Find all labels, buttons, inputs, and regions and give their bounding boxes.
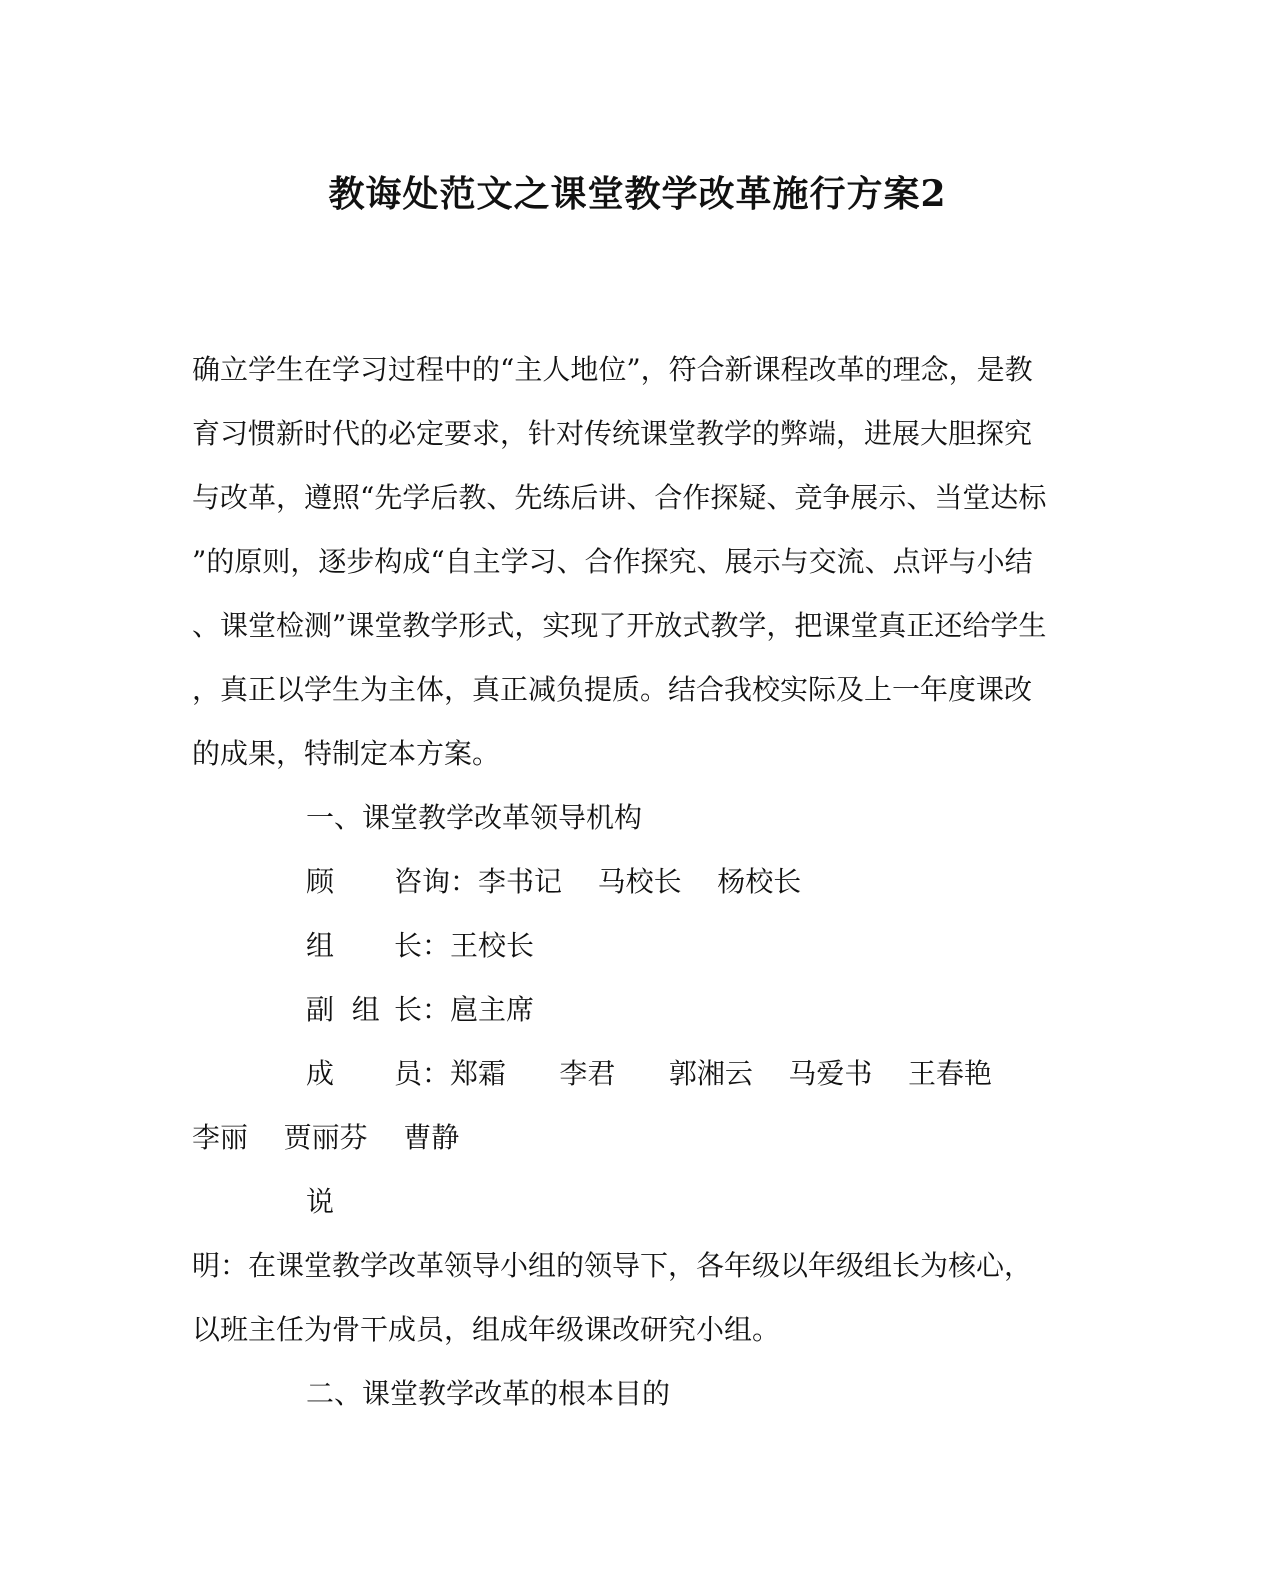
- deputy-row: [306, 990, 534, 1030]
- member-names: 郑霜 李君 郭湘云 马爱书 王春艳: [450, 1057, 993, 1090]
- paragraph-line: ，真正以学生为主体，真正减负提质。结合我校实际及上一年度课改: [192, 673, 1033, 706]
- paragraph-line: 育习惯新时代的必定要求，针对传统课堂教学的弊端，进展大胆探究: [192, 417, 1033, 450]
- paragraph-line: 、课堂检测”课堂教学形式，实现了开放式教学，把课堂真正还给学生: [192, 609, 1047, 642]
- role-label: 成: [306, 1057, 335, 1090]
- deputy-name: 扈主席: [450, 993, 535, 1026]
- role-label: 副 组: [306, 993, 380, 1026]
- paragraph-line: 的成果，特制定本方案。: [192, 737, 501, 770]
- role-label-suffix: 咨询：: [394, 865, 479, 898]
- note-line: 明：在课堂教学改革领导小组的领导下，各年级以年级组长为核心，: [192, 1249, 1033, 1282]
- role-label: 组: [306, 929, 335, 962]
- leader-name: 王校长: [450, 929, 535, 962]
- leader-row: [306, 926, 534, 966]
- advisors-row: [306, 862, 801, 902]
- role-label-suffix: 长：: [394, 929, 451, 962]
- member-names-continued: 李丽 贾丽芬 曹静: [192, 1121, 460, 1154]
- note-label: 说: [306, 1185, 335, 1218]
- section-heading: 一、课堂教学改革领导机构: [306, 801, 643, 834]
- role-label-suffix: 员：: [394, 1057, 451, 1090]
- document-title: 教诲处范文之课堂教学改革施行方案2: [328, 173, 947, 215]
- paragraph-line: 与改革，遵照“先学后教、先练后讲、合作探疑、竞争展示、当堂达标: [192, 481, 1047, 514]
- paragraph-line: ”的原则，逐步构成“自主学习、合作探究、展示与交流、点评与小结: [192, 545, 1033, 578]
- paragraph-line: 确立学生在学习过程中的“主人地位”，符合新课程改革的理念，是教: [192, 353, 1033, 386]
- role-label: 顾: [306, 865, 335, 898]
- section-heading: 二、课堂教学改革的根本目的: [306, 1377, 671, 1410]
- role-label-suffix: 长：: [394, 993, 451, 1026]
- note-line: 以班主任为骨干成员，组成年级课改研究小组。: [192, 1313, 781, 1346]
- members-row: [306, 1054, 992, 1094]
- advisor-names: 李书记 马校长 杨校长: [478, 865, 802, 898]
